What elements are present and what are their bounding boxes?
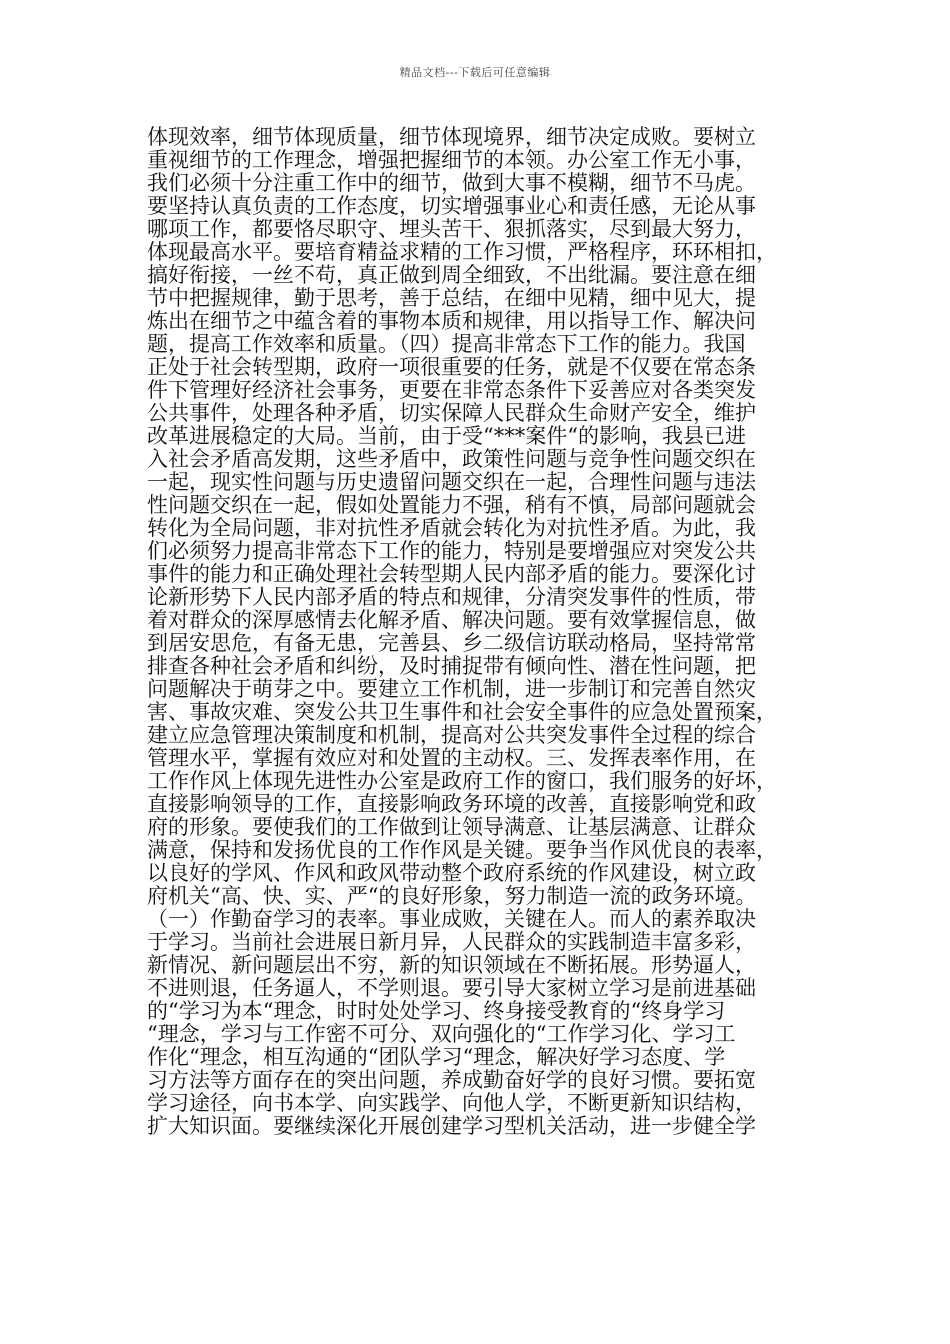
body-text-line: 入社会矛盾高发期，这些矛盾中，政策性问题与竞争性问题交织在: [147, 448, 756, 471]
body-text-line: 到居安思危，有备无患，完善县、乡二级信访联动格局，坚持常常: [147, 632, 756, 655]
body-text-line: 体现最高水平。要培育精益求精的工作习惯，严格程序，环环相扣，: [147, 241, 777, 264]
body-text-line: 管理水平，掌握有效应对和处置的主动权。三、发挥表率作用，在: [147, 747, 756, 770]
body-text-line: 要坚持认真负责的工作态度，切实增强事业心和责任感，无论从事: [147, 195, 756, 218]
body-text-line: 直接影响领导的工作，直接影响政务环境的改善，直接影响党和政: [147, 793, 756, 816]
body-text-line: 件下管理好经济社会事务，更要在非常态条件下妥善应对各类突发: [147, 379, 756, 402]
body-text-line: 节中把握规律，勤于思考，善于总结，在细中见精，细中见大，提: [147, 287, 756, 310]
body-text-line: 满意，保持和发扬优良的工作作风是关键。要争当作风优良的表率，: [147, 839, 777, 862]
body-text-line: 工作作风上体现先进性办公室是政府工作的窗口，我们服务的好坏，: [147, 770, 777, 793]
body-text-line: 正处于社会转型期，政府一项很重要的任务，就是不仅要在常态条: [147, 356, 756, 379]
body-text-line: 一起，现实性问题与历史遗留问题交织在一起，合理性问题与违法: [147, 471, 756, 494]
body-text-line: 体现效率，细节体现质量，细节体现境界，细节决定成败。要树立: [147, 126, 756, 149]
body-text-line: 们必须努力提高非常态下工作的能力，特别是要增强应对突发公共: [147, 540, 756, 563]
body-text-line: （一）作勤奋学习的表率。事业成败，关键在人。而人的素养取决: [147, 908, 756, 931]
body-text-line: 转化为全局问题，非对抗性矛盾就会转化为对抗性矛盾。为此，我: [147, 517, 756, 540]
body-text-line: 新情况、新问题层出不穷，新的知识领域在不断拓展。形势逼人，: [147, 954, 756, 977]
body-text-line: “理念，学习与工作密不可分、双向强化的“工作学习化、学习工: [147, 1023, 736, 1046]
page-header: 精品文档---下载后可任意编辑: [399, 66, 551, 79]
body-text-line: 论新形势下人民内部矛盾的特点和规律，分清突发事件的性质，带: [147, 586, 756, 609]
body-text-line: 性问题交织在一起，假如处置能力不强，稍有不慎，局部问题就会: [147, 494, 756, 517]
body-text-line: 府的形象。要使我们的工作做到让领导满意、让基层满意、让群众: [147, 816, 756, 839]
body-text-line: 搞好衔接，一丝不苟，真正做到周全细致，不出纰漏。要注意在细: [147, 264, 756, 287]
body-text-line: 改革进展稳定的大局。当前，由于受“***案件“的影响，我县已进: [147, 425, 746, 448]
body-text-line: 事件的能力和正确处理社会转型期人民内部矛盾的能力。要深化讨: [147, 563, 756, 586]
body-text-line: 问题解决于萌芽之中。要建立工作机制，进一步制订和完善自然灾: [147, 678, 756, 701]
body-text-line: 排查各种社会矛盾和纠纷，及时捕捉带有倾向性、潜在性问题，把: [147, 655, 756, 678]
body-text-line: 以良好的学风、作风和政风带动整个政府系统的作风建设，树立政: [147, 862, 756, 885]
body-text-line: 炼出在细节之中蕴含着的事物本质和规律，用以指导工作、解决问: [147, 310, 756, 333]
body-text-line: 不进则退，任务逼人，不学则退。要引导大家树立学习是前进基础: [147, 977, 756, 1000]
body-text-line: 学习途径，向书本学、向实践学、向他人学，不断更新知识结构，: [147, 1092, 756, 1115]
body-text-line: 害、事故灾难、突发公共卫生事件和社会安全事件的应急处置预案，: [147, 701, 777, 724]
body-text-line: 着对群众的深厚感情去化解矛盾、解决问题。要有效掌握信息，做: [147, 609, 756, 632]
body-text-line: 府机关“高、快、实、严“的良好形象，努力制造一流的政务环境。: [147, 885, 757, 908]
body-text-line: 的“学习为本“理念，时时处处学习、终身接受教育的“终身学习: [147, 1000, 726, 1023]
body-text-line: 哪项工作，都要恪尽职守、埋头苦干、狠抓落实，尽到最大努力，: [147, 218, 756, 241]
body-text-line: 作化“理念，相互沟通的“团队学习“理念，解决好学习态度、学: [147, 1046, 726, 1069]
body-text-line: 公共事件，处理各种矛盾，切实保障人民群众生命财产安全，维护: [147, 402, 756, 425]
body-text-line: 题，提高工作效率和质量。（四）提高非常态下工作的能力。我国: [147, 333, 746, 356]
body-text-line: 于学习。当前社会进展日新月异，人民群众的实践制造丰富多彩，: [147, 931, 756, 954]
body-text-line: 我们必须十分注重工作中的细节，做到大事不模糊，细节不马虎。: [147, 172, 756, 195]
body-text-line: 扩大知识面。要继续深化开展创建学习型机关活动，进一步健全学: [147, 1115, 756, 1138]
document-body-text: [147, 126, 837, 1138]
body-text-line: 建立应急管理决策制度和机制，提高对公共突发事件全过程的综合: [147, 724, 756, 747]
body-text-line: 重视细节的工作理念，增强把握细节的本领。办公室工作无小事，: [147, 149, 756, 172]
body-text-line: 习方法等方面存在的突出问题，养成勤奋好学的良好习惯。要拓宽: [147, 1069, 756, 1092]
